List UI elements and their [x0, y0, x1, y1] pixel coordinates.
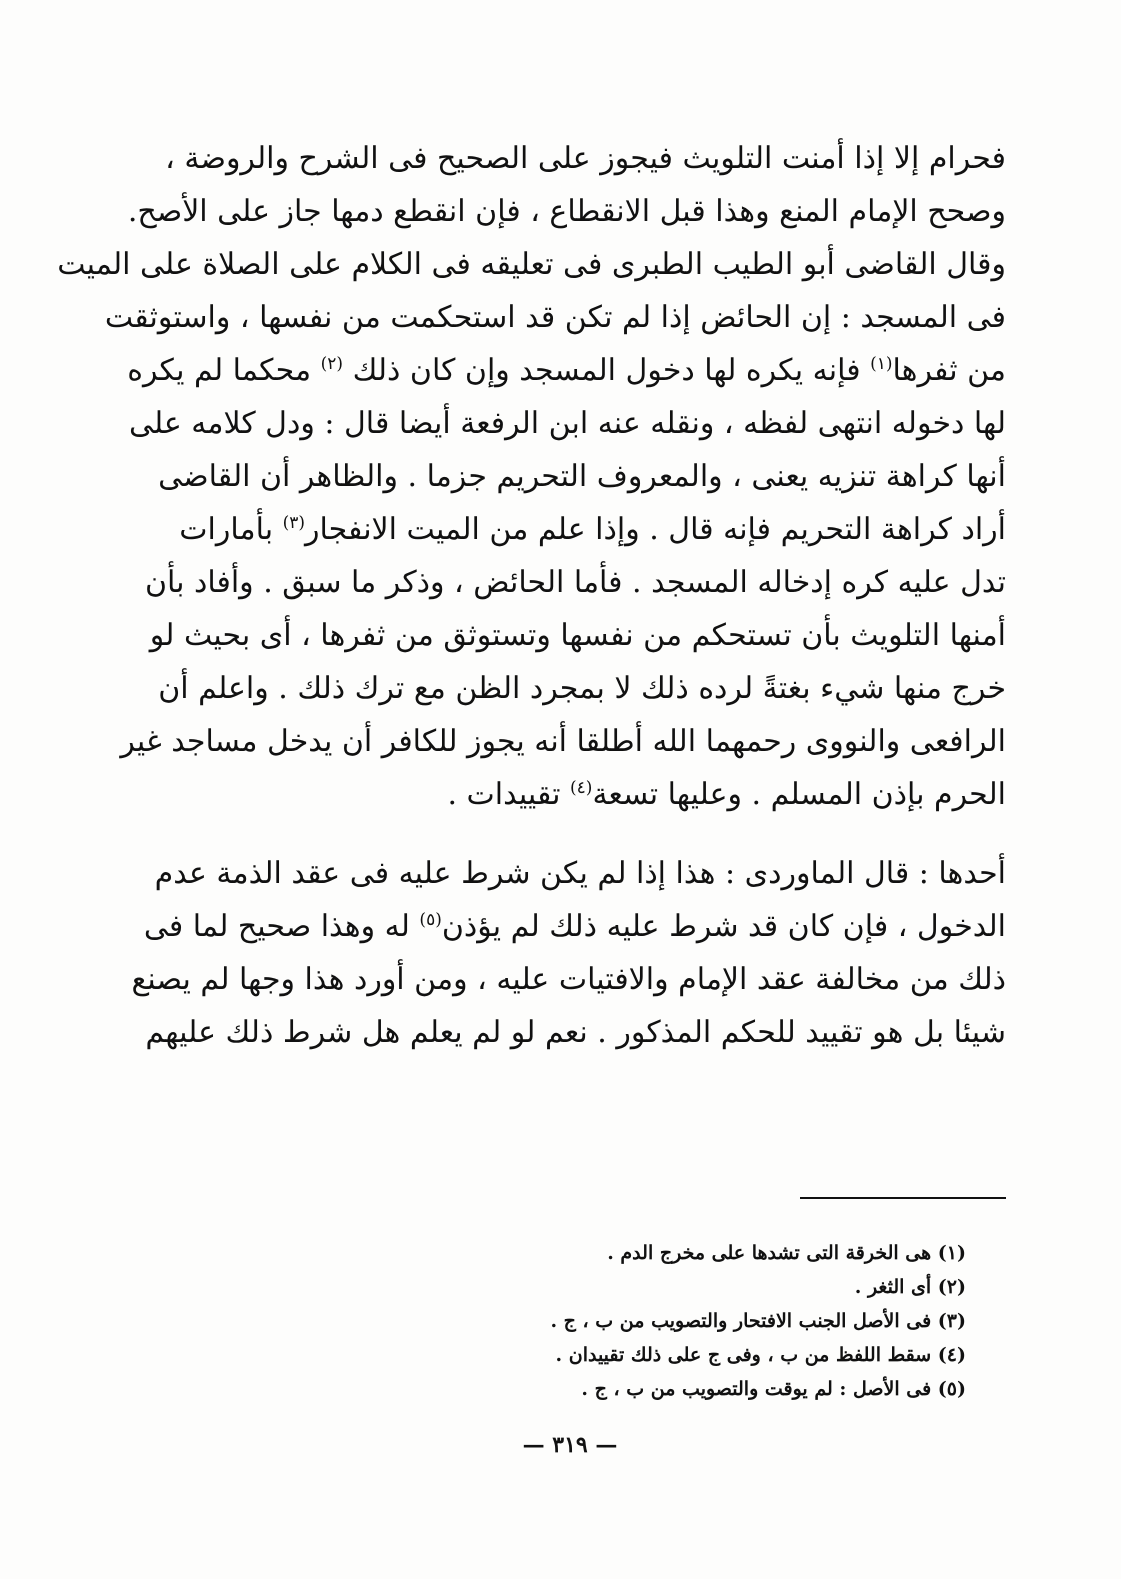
text-segment: من ثفرها	[892, 353, 1006, 388]
footnote-item: (٤) سقط اللفظ من ب ، وفى ج على ذلك تقييدان .	[555, 1344, 966, 1366]
text-line: ذلك من مخالفة عقد الإمام والافتيات عليه ، ومن أورد هذا وجها لم يصنع	[131, 962, 1006, 997]
text-segment: فإنه يكره لها دخول المسجد وإن كان ذلك	[343, 353, 871, 388]
text-line	[127, 344, 1006, 397]
text-segment: له وهذا صحيح لما فى	[143, 909, 420, 944]
footnote-item: (٢) أى الثغر .	[854, 1276, 966, 1298]
text-segment: محكما لم يكره	[127, 353, 321, 388]
footnote-reference[interactable]: (٥)	[419, 910, 442, 930]
footnote-item: (٥) فى الأصل : لم يوقت والتصويب من ب ، ج .	[581, 1378, 966, 1400]
text-line: وصحح الإمام المنع وهذا قبل الانقطاع ، فإن انقطع دمها جاز على الأصح.	[127, 194, 1006, 229]
footnotes-section	[400, 1236, 966, 1406]
text-line: أحدها : قال الماوردى : هذا إذا لم يكن شرط عليه فى عقد الذمة عدم	[154, 856, 1006, 891]
text-segment: أراد كراهة التحريم فإنه قال . وإذا علم من الميت الانفجار	[305, 512, 1006, 547]
text-line: لها دخوله انتهى لفظه ، ونقله عنه ابن الرفعة أيضا قال : ودل كلامه على	[128, 406, 1006, 441]
paragraph-gap	[158, 821, 1006, 847]
footnote-item: (١) هى الخرقة التى تشدها على مخرج الدم .	[607, 1242, 966, 1264]
text-segment: بأمارات	[179, 512, 283, 547]
footnote-item: (٣) فى الأصل الجنب الافتحار والتصويب من ب ، ج .	[550, 1310, 966, 1332]
footnote-reference[interactable]: (١)	[870, 354, 893, 374]
text-segment: الحرم بإذن المسلم . وعليها تسعة	[592, 777, 1006, 812]
text-line: الرافعى والنووى رحمهما الله أطلقا أنه يجوز للكافر أن يدخل مساجد غير	[120, 724, 1006, 759]
main-text-block	[57, 132, 1006, 1059]
text-line	[158, 768, 1006, 821]
text-line: أنها كراهة تنزيه يعنى ، والمعروف التحريم جزما . والظاهر أن القاضى	[158, 459, 1006, 494]
footnote-divider	[800, 1197, 1006, 1199]
text-line: وقال القاضى أبو الطيب الطبرى فى تعليقه فى الكلام على الصلاة على الميت	[57, 247, 1006, 282]
text-line: شيئا بل هو تقييد للحكم المذكور . نعم لو لم يعلم هل شرط ذلك عليهم	[145, 1015, 1006, 1050]
text-line: أمنها التلويث بأن تستحكم من نفسها وتستوثق من ثفرها ، أى بحيث لو	[149, 618, 1006, 653]
text-line: خرج منها شيء بغتةً لرده ذلك لا بمجرد الظن مع ترك ذلك . واعلم أن	[158, 671, 1006, 706]
text-line: فى المسجد : إن الحائض إذا لم تكن قد استحكمت من نفسها ، واستوثقت	[104, 300, 1006, 335]
footnote-reference[interactable]: (٣)	[282, 513, 306, 533]
text-line	[143, 900, 1006, 953]
footnote-reference[interactable]: (٢)	[320, 354, 344, 374]
text-line	[158, 503, 1006, 556]
text-segment: الدخول ، فإن كان قد شرط عليه ذلك لم يؤذن	[441, 909, 1006, 944]
text-line: تدل عليه كره إدخاله المسجد . فأما الحائض ، وذكر ما سبق . وأفاد بأن	[144, 565, 1006, 600]
page-number: — ٣١٩ —	[522, 1432, 618, 1458]
text-segment: تقييدات .	[447, 777, 571, 812]
footnote-reference[interactable]: (٤)	[570, 778, 593, 798]
text-line: فحرام إلا إذا أمنت التلويث فيجوز على الصحيح فى الشرح والروضة ،	[165, 141, 1006, 176]
